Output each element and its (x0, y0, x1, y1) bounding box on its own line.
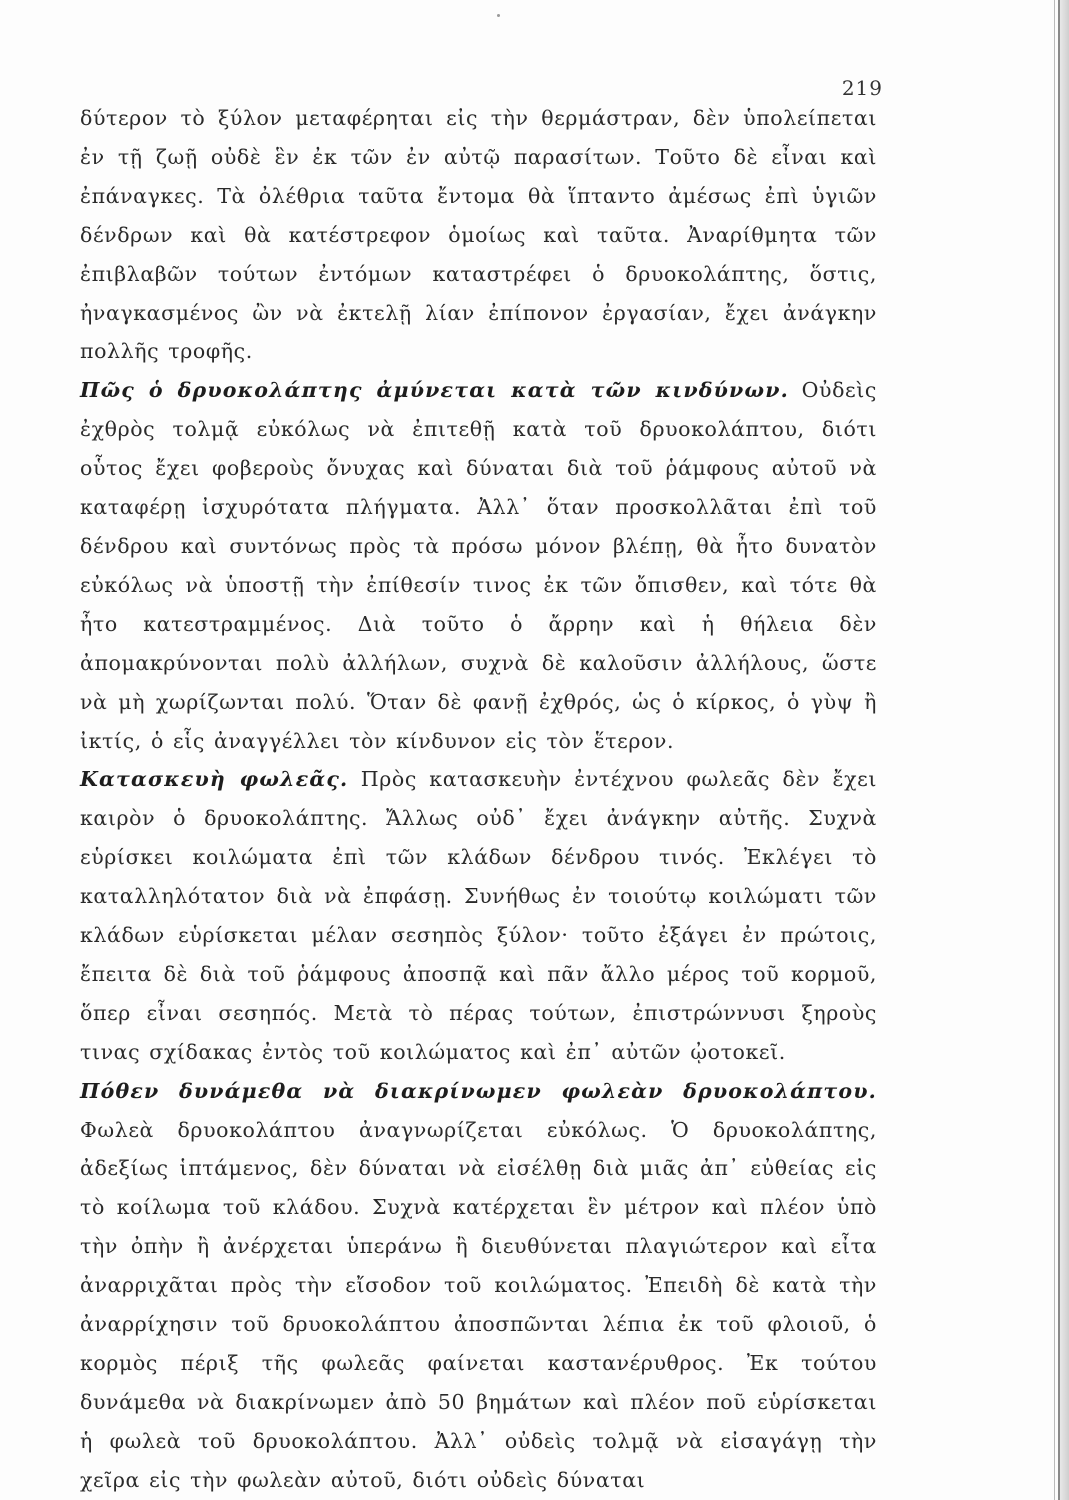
body-text (80, 99, 877, 1500)
page-number: 219 (841, 76, 883, 100)
paragraph-4 (80, 1072, 877, 1500)
paragraph-2 (80, 371, 877, 760)
scan-edge (1058, 0, 1069, 1500)
print-speck (497, 14, 500, 17)
paragraph-1 (80, 99, 877, 371)
section-heading-defense: Πῶς ὁ δρυοκολάπτης ἀμύνεται κατὰ τῶν κινδύνων. (80, 378, 789, 403)
section-heading-nest-building: Κατασκευὴ φωλεᾶς. (80, 767, 349, 792)
paragraph-2-text: Οὐδεὶς ἐχθρὸς τολμᾷ εὐκόλως νὰ ἐπιτεθῇ κατὰ τοῦ δρυοκολάπτου, διότι οὗτος ἔχει φοβεροὺς ὄνυχας καὶ δύναται διὰ τοῦ ῥάμφους αὐτοῦ νὰ καταφέρῃ ἰσχυρότατα πλήγματα. Ἀλλ᾽ ὅταν προσκολλᾶται ἐπὶ τοῦ δένδρου καὶ συντόνως πρὸς τὰ πρόσω μόνον βλέπῃ, θὰ ἦτο δυνατὸν εὐκόλως νὰ ὑποστῇ τὴν ἐπίθεσίν τινος ἐκ τῶν ὄπισθεν, καὶ τότε θὰ ἦτο κατεστραμμένος. Διὰ τοῦτο ὁ ἄρρην καὶ ἡ θήλεια δὲν ἀπομακρύνονται πολὺ ἀλλήλων, συχνὰ δὲ καλοῦσιν ἀλλήλους, ὥστε νὰ μὴ χωρίζωνται πολύ. Ὅταν δὲ φανῇ ἐχθρός, ὡς ὁ κίρκος, ὁ γὺψ ἢ ἰκτίς, ὁ εἷς ἀναγγέλλει τὸν κίνδυνον εἰς τὸν ἕτερον. (80, 378, 877, 753)
paragraph-4-text: Φωλεὰ δρυοκολάπτου ἀναγνωρίζεται εὐκόλως. Ὁ δρυοκολάπτης, ἀδεξίως ἱπτάμενος, δὲν δύναται νὰ εἰσέλθῃ διὰ μιᾶς ἀπ᾽ εὐθείας εἰς τὸ κοίλωμα τοῦ κλάδου. Συχνὰ κατέρχεται ἓν μέτρον καὶ πλέον ὑπὸ τὴν ὀπὴν ἢ ἀνέρχεται ὑπεράνω ἢ διευθύνεται πλαγιώτερον καὶ εἶτα ἀναρριχᾶται πρὸς τὴν εἴσοδον τοῦ κοιλώματος. Ἐπειδὴ δὲ κατὰ τὴν ἀναρρίχησιν τοῦ δρυοκολάπτου ἀποσπῶνται λέπια ἐκ τοῦ φλοιοῦ, ὁ κορμὸς πέριξ τῆς φωλεᾶς φαίνεται καστανέρυθρος. Ἐκ τούτου δυνάμεθα νὰ διακρίνωμεν ἀπὸ 50 βημάτων καὶ πλέον ποῦ εὑρίσκεται ἡ φωλεὰ τοῦ δρυοκολάπτου. Ἀλλ᾽ οὐδεὶς τολμᾷ νὰ εἰσαγάγῃ τὴν χεῖρα εἰς τὴν φωλεὰν αὐτοῦ, διότι οὐδεὶς δύναται (80, 1117, 877, 1492)
paragraph-1-text: δύτερον τὸ ξύλον μεταφέρηται εἰς τὴν θερμάστραν, δὲν ὑπολείπεται ἐν τῇ ζωῇ οὐδὲ ἓν ἐκ τῶν ἐν αὐτῷ παρασίτων. Τοῦτο δὲ εἶναι καὶ ἐπάναγκες. Τὰ ὀλέθρια ταῦτα ἔντομα θὰ ἵπταντο ἀμέσως ἐπὶ ὑγιῶν δένδρων καὶ θὰ κατέστρεφον ὁμοίως καὶ ταῦτα. Ἀναρίθμητα τῶν ἐπιβλαβῶν τούτων ἐντόμων καταστρέφει ὁ δρυοκολάπτης, ὅστις, ἠναγκασμένος ὢν νὰ ἐκτελῇ λίαν ἐπίπονον ἐργασίαν, ἔχει ἀνάγκην πολλῆς τροφῆς. (80, 106, 877, 364)
section-heading-nest-identification: Πόθεν δυνάμεθα νὰ διακρίνωμεν φωλεὰν δρυοκολάπτου. (80, 1078, 877, 1103)
scan-edge-line (1054, 0, 1055, 1500)
paragraph-3 (80, 760, 877, 1071)
paragraph-3-text: Πρὸς κατασκευὴν ἐντέχνου φωλεᾶς δὲν ἔχει καιρὸν ὁ δρυοκολάπτης. Ἄλλως οὐδ᾽ ἔχει ἀνάγκην αὐτῆς. Συχνὰ εὑρίσκει κοιλώματα ἐπὶ τῶν κλάδων δένδρου τινός. Ἐκλέγει τὸ καταλληλότατον διὰ νὰ ἐπφάσῃ. Συνήθως ἐν τοιούτῳ κοιλώματι τῶν κλάδων εὑρίσκεται μέλαν σεσηπὸς ξύλον· τοῦτο ἐξάγει ἐν πρώτοις, ἔπειτα δὲ διὰ τοῦ ῥάμφους ἀποσπᾷ καὶ πᾶν ἄλλο μέρος τοῦ κορμοῦ, ὅπερ εἶναι σεσηπός. Μετὰ τὸ πέρας τούτων, ἐπιστρώννυσι ξηροὺς τινας σχίδακας ἐντὸς τοῦ κοιλώματος καὶ ἐπ᾽ αὐτῶν ᾠοτοκεῖ. (80, 767, 877, 1064)
